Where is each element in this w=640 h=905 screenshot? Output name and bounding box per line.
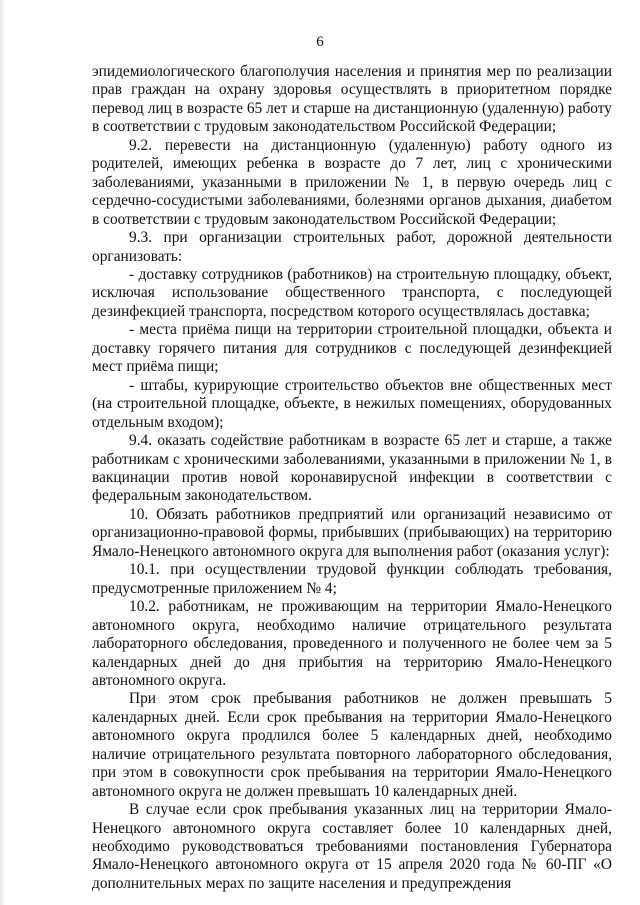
paragraph-9-3-headquarters: - штабы, курирующие строительство объектов вне общественных мест (на строительной площадке, объекте, в нежилых помещениях, оборудованных отдельным входом); (92, 376, 612, 431)
paragraph-extended-stay: В случае если срок пребывания указанных лиц на территории Ямало-Ненецкого автономного округа составляет более 10 календарных дней, необходимо руководствоваться требованиями постановления Губернатора Ямало-Ненецкого автономного округа от 15 апреля 2020 года № 60-ПГ «О дополнительных мерах по защите населения и предупреждения (92, 801, 612, 892)
paragraph-stay-duration: При этом срок пребывания работников не должен превышать 5 календарных дней. Если срок пребывания на территории Ямало-Ненецкого автономного округа продлился более 5 календарных дней, необходимо наличие отрицательного результата повторного лабораторного обследования, при этом в совокупности срок пребывания на территории Ямало-Ненецкого автономного округа не должен превышать 10 календарных дней. (92, 690, 612, 800)
scan-edge-shadow (0, 0, 6, 905)
paragraph-9-3-meals: - места приёма пищи на территории строительной площадки, объекта и доставку горячего питания для сотрудников с последующей дезинфекцией мест приёма пищи; (92, 321, 612, 376)
paragraph-9-4: 9.4. оказать содействие работникам в возрасте 65 лет и старше, а также работникам с хроническими заболеваниями, указанными в приложении № 1, в вакцинации против новой коронавирусной инфекции в соответствии с федеральным законодательством. (92, 432, 612, 505)
paragraph-9-3: 9.3. при организации строительных работ, дорожной деятельности организовать: (92, 229, 612, 265)
paragraph-10-1: 10.1. при осуществлении трудовой функции соблюдать требования, предусмотренные приложением № 4; (92, 561, 612, 597)
document-body (92, 63, 612, 893)
paragraph-continuation: эпидемиологического благополучия населения и принятия мер по реализации прав граждан на охрану здоровья осуществлять в приоритетном порядке перевод лиц в возрасте 65 лет и старше на дистанционную (удаленную) работу в соответствии с трудовым законодательством Российской Федерации; (92, 63, 612, 136)
paragraph-9-3-delivery: - доставку сотрудников (работников) на строительную площадку, объект, исключая использование общественного транспорта, с последующей дезинфекцией транспорта, посредством которого осуществлялась доставка; (92, 265, 612, 320)
page-number: 6 (316, 34, 324, 50)
paragraph-10-2: 10.2. работникам, не проживающим на территории Ямало-Ненецкого автономного округа, необходимо наличие отрицательного результата лабораторного обследования, проведенного и полученного не более чем за 5 календарных дней до дня прибытия на территорию Ямало-Ненецкого автономного округа. (92, 598, 612, 689)
paragraph-10: 10. Обязать работников предприятий или организаций независимо от организационно-правовой формы, прибывших (прибывающих) на территорию Ямало-Ненецкого автономного округа для выполнения работ (оказания услуг): (92, 505, 612, 560)
paragraph-9-2: 9.2. перевести на дистанционную (удаленную) работу одного из родителей, имеющих ребенка в возрасте до 7 лет, лиц с хроническими заболеваниями, указанными в приложении № 1, в первую очередь лиц с сердечно-сосудистыми заболеваниями, болезнями органов дыхания, диабетом в соответствии с трудовым законодательством Российской Федерации; (92, 136, 612, 228)
